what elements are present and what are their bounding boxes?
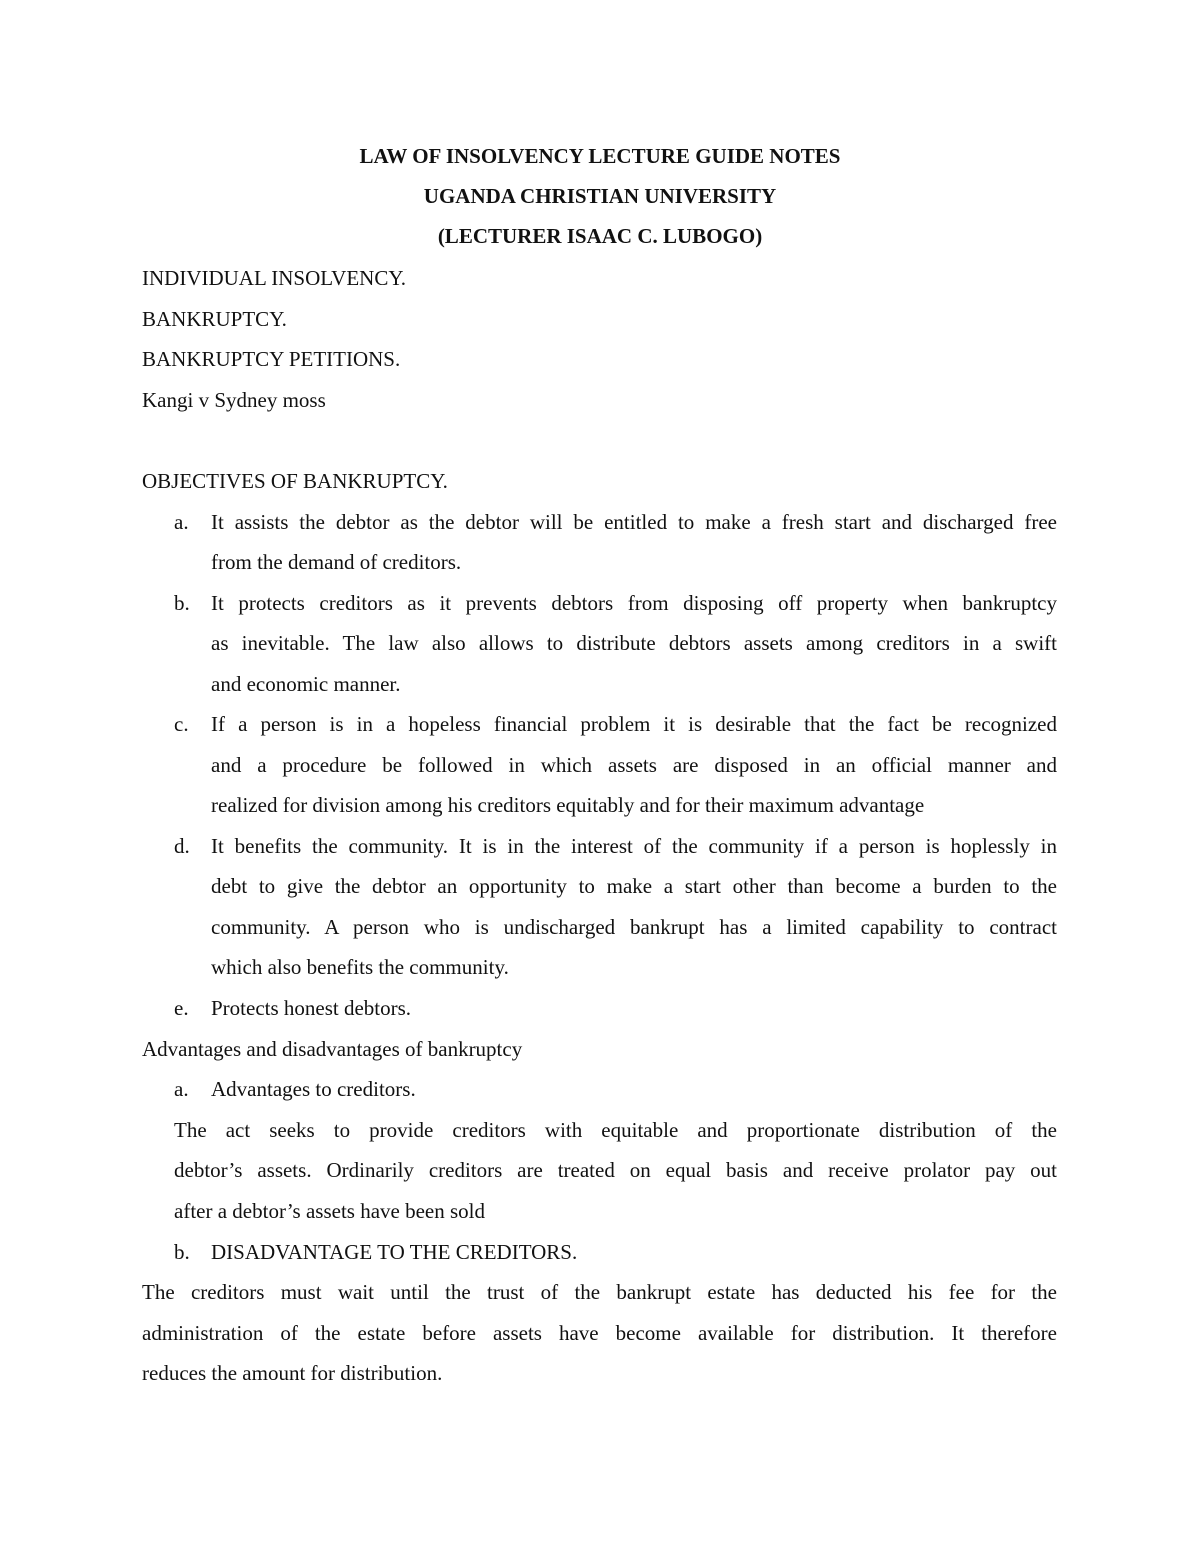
lecturer-name: (LECTURER ISAAC C. LUBOGO) [437, 224, 763, 248]
list-item-line: Protects honest debtors. [211, 996, 412, 1020]
list-marker: a. [174, 1077, 189, 1101]
advantages-body-line: after a debtor’s assets have been sold [174, 1199, 486, 1223]
list-marker: a. [174, 510, 189, 534]
list-marker: c. [174, 712, 189, 736]
list-item-line: community. A person who is undischarged bankrupt has a limited capability to contract [211, 915, 1057, 939]
closing-paragraph-line: administration of the estate before assets have become available for distribution. It therefore [142, 1321, 1057, 1345]
advantages-body-line: debtor’s assets. Ordinarily creditors are treated on equal basis and receive prolator pay out [174, 1158, 1057, 1182]
topic-case-citation: Kangi v Sydney moss [142, 388, 326, 412]
institution-name: UGANDA CHRISTIAN UNIVERSITY [423, 184, 777, 208]
topic-bankruptcy: BANKRUPTCY. [142, 307, 287, 331]
list-marker: b. [174, 1240, 190, 1264]
topic-bankruptcy-petitions: BANKRUPTCY PETITIONS. [142, 347, 401, 371]
list-marker: b. [174, 591, 190, 615]
advantages-body-line: The act seeks to provide creditors with equitable and proportionate distribution of the [174, 1118, 1057, 1142]
list-item-line: If a person is in a hopeless financial problem it is desirable that the fact be recognized [211, 712, 1057, 736]
disadvantages-label: DISADVANTAGE TO THE CREDITORS. [211, 1240, 578, 1264]
advantages-heading: Advantages and disadvantages of bankruptcy [142, 1037, 523, 1061]
document-title: LAW OF INSOLVENCY LECTURE GUIDE NOTES [359, 144, 841, 168]
closing-paragraph-line: The creditors must wait until the trust of the bankrupt estate has deducted his fee for the [142, 1280, 1057, 1304]
topic-individual-insolvency: INDIVIDUAL INSOLVENCY. [142, 266, 407, 290]
objectives-heading: OBJECTIVES OF BANKRUPTCY. [142, 469, 448, 493]
list-item-line: It protects creditors as it prevents debtors from disposing off property when bankruptcy [211, 591, 1057, 615]
list-item-line: from the demand of creditors. [211, 550, 462, 574]
list-marker: d. [174, 834, 190, 858]
document-header [0, 143, 1200, 263]
list-item-line: and economic manner. [211, 672, 401, 696]
list-marker: e. [174, 996, 189, 1020]
list-item-line: as inevitable. The law also allows to distribute debtors assets among creditors in a swift [211, 631, 1057, 655]
list-item-line: It benefits the community. It is in the interest of the community if a person is hoplessly in [211, 834, 1057, 858]
advantages-label: Advantages to creditors. [211, 1077, 416, 1101]
list-item-line: which also benefits the community. [211, 955, 509, 979]
list-item-line: It assists the debtor as the debtor will be entitled to make a fresh start and discharged free [211, 510, 1057, 534]
closing-paragraph-line: reduces the amount for distribution. [142, 1361, 443, 1385]
list-item-line: debt to give the debtor an opportunity to make a start other than become a burden to the [211, 874, 1057, 898]
list-item-line: realized for division among his creditors equitably and for their maximum advantage [211, 793, 925, 817]
list-item-line: and a procedure be followed in which assets are disposed in an official manner and [211, 753, 1057, 777]
